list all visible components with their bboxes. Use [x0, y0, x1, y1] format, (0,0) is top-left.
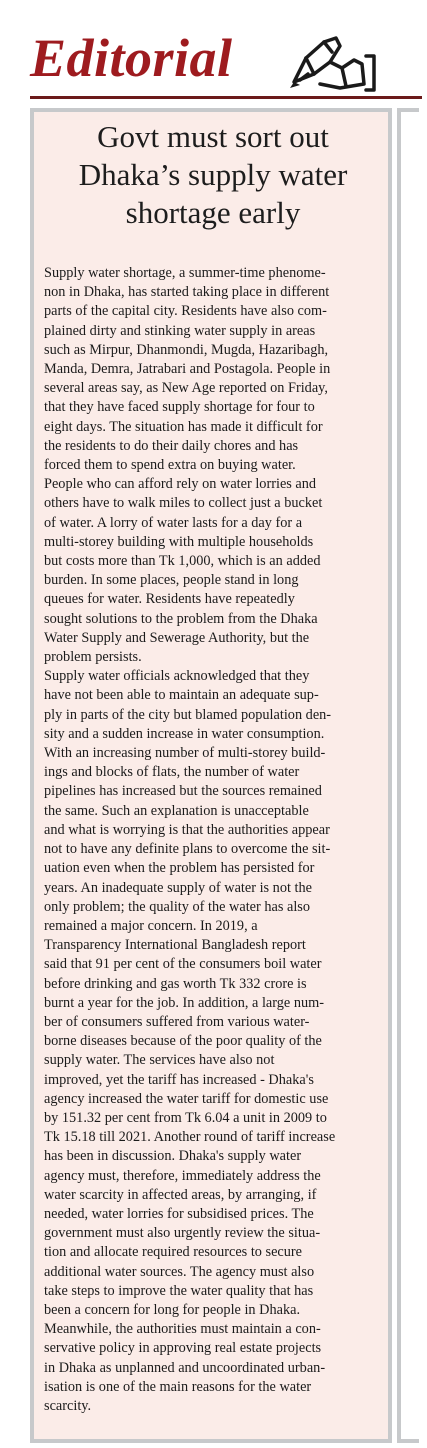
article-line: remained a major concern. In 2019, a — [44, 917, 258, 934]
article-line: ber of consumers suffered from various water- — [44, 1013, 310, 1030]
article-line: that they have faced supply shortage for four to — [44, 399, 315, 416]
article-line: of water. A lorry of water lasts for a day for a — [44, 514, 303, 531]
article-line: only problem; the quality of the water has also — [44, 898, 311, 915]
article-line: agency increased the water tariff for domestic use — [44, 1090, 329, 1107]
article-line: problem persists. — [44, 649, 142, 666]
article-line: Supply water shortage, a summer-time phenome- — [44, 265, 326, 281]
article-body — [44, 264, 384, 1416]
article-line: pipelines has increased but the sources remained — [44, 783, 322, 800]
article-line: before drinking and gas worth Tk 332 crore is — [44, 975, 307, 992]
article-line: multi-storey building with multiple households — [44, 533, 314, 550]
article-line: tion and allocate required resources to secure — [44, 1244, 303, 1261]
article-line: isation is one of the main reasons for the water — [44, 1378, 312, 1395]
article-line: but costs more than Tk 1,000, which is an added — [44, 553, 321, 570]
article-line: water scarcity in affected areas, by arranging, if — [44, 1186, 317, 1203]
pen-writing-icon — [280, 28, 380, 96]
article-line: People who can afford rely on water lorries and — [44, 476, 317, 493]
article-line: burden. In some places, people stand in long — [44, 572, 299, 589]
article-line: has been in discussion. Dhaka's supply water — [44, 1148, 302, 1165]
article-line: improved, yet the tariff has increased - Dhaka's — [44, 1071, 314, 1088]
article-line: scarcity. — [44, 1397, 92, 1414]
article-line: needed, water lorries for subsidised prices. The — [44, 1205, 314, 1222]
article-line: sought solutions to the problem from the Dhaka — [44, 610, 318, 627]
article-line: agency must, therefore, immediately address the — [44, 1167, 321, 1184]
article-line: not to have any definite plans to overcome the sit- — [44, 841, 331, 858]
article-line: Tk 15.18 till 2021. Another round of tariff increase — [44, 1129, 336, 1146]
editorial-masthead — [0, 0, 427, 104]
adjacent-column-frame — [397, 108, 419, 1443]
article-line: additional water sources. The agency must also — [44, 1263, 315, 1280]
article-line: Meanwhile, the authorities must maintain a con- — [44, 1321, 321, 1338]
article-line: others have to walk miles to collect just a bucket — [44, 495, 323, 512]
headline-line: Dhaka’s supply water — [78, 157, 348, 192]
article-line: the same. Such an explanation is unacceptable — [44, 802, 309, 819]
article-line: sity and a sudden increase in water consumption. — [44, 725, 325, 742]
article-line: been a concern for long for people in Dhaka. — [44, 1301, 301, 1318]
article-line: forced them to spend extra on buying water. — [44, 457, 296, 474]
article-line: years. An inadequate supply of water is not the — [44, 879, 312, 896]
article-line: Water Supply and Sewerage Authority, but the — [44, 629, 310, 646]
article-line: such as Mirpur, Dhanmondi, Mugda, Hazaribagh, — [44, 341, 329, 358]
article-headline — [38, 118, 388, 232]
article-line: servative policy in approving real estate projects — [44, 1340, 322, 1357]
article-line: queues for water. Residents have repeatedly — [44, 591, 295, 608]
article-line: Supply water officials acknowledged that they — [44, 668, 310, 685]
article-line: With an increasing number of multi-storey build- — [44, 745, 326, 762]
article-line: said that 91 per cent of the consumers boil water — [44, 956, 322, 973]
article-line: eight days. The situation has made it difficult for — [44, 418, 323, 435]
article-line: borne diseases because of the poor quality of the — [44, 1033, 322, 1050]
masthead-title: Editorial — [30, 28, 233, 88]
article-line: Transparency International Bangladesh report — [44, 937, 306, 954]
article-line: ply in parts of the city but blamed population den- — [44, 706, 332, 723]
article-line: non in Dhaka, has started taking place in different — [44, 284, 330, 301]
article-line: supply water. The services have also not — [44, 1052, 275, 1069]
article-line: Manda, Demra, Jatrabari and Postagola. People in — [44, 361, 331, 378]
article-line: several areas say, as New Age reported on Friday, — [44, 380, 328, 397]
masthead-rule — [30, 96, 422, 99]
article-line: by 151.32 per cent from Tk 6.04 a unit in 2009 to — [44, 1109, 327, 1126]
article-line: parts of the capital city. Residents have also com- — [44, 303, 327, 320]
article-line: burnt a year for the job. In addition, a large num- — [44, 994, 325, 1011]
article-line: the residents to do their daily chores and has — [44, 437, 299, 454]
article-line: ings and blocks of flats, the number of water — [44, 764, 300, 781]
article-line: uation even when the problem has persisted for — [44, 860, 315, 877]
article-line: have not been able to maintain an adequate sup- — [44, 687, 319, 704]
article-line: government must also urgently review the situa- — [44, 1225, 321, 1242]
article-line: in Dhaka as unplanned and uncoordinated urban- — [44, 1359, 326, 1376]
headline-line: Govt must sort out — [97, 119, 329, 154]
article-line: take steps to improve the water quality that has — [44, 1282, 314, 1299]
article-line: and what is worrying is that the authorities appear — [44, 821, 330, 838]
headline-line: shortage early — [125, 195, 301, 230]
article-line: plained dirty and stinking water supply in areas — [44, 322, 316, 339]
